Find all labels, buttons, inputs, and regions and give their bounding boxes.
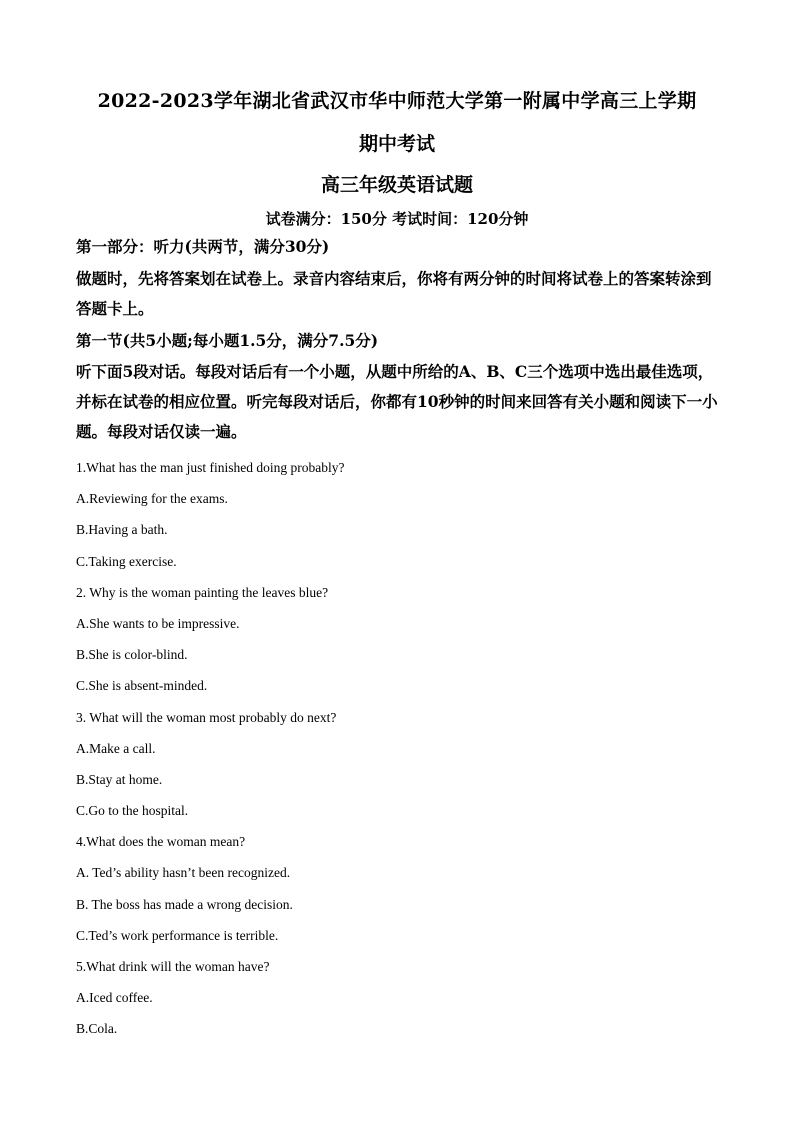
q3-option-b: B.Stay at home. <box>76 771 163 787</box>
question-1: 1.What has the man just finished doing probably? <box>76 460 345 475</box>
section1-instruction: 听下面5段对话。每段对话后有一个小题，从题中所给的A、B、C三个选项中选出最佳选项，并标在试卷的相应位置。听完每段对话后，你都有10秒钟的时间来回答有关小题和阅读下一小题。每段对话仅读一遍。 <box>76 362 718 441</box>
exam-title-line-1: 2022-2023学年湖北省武汉市华中师范大学第一附属中学高三上学期 <box>97 90 697 112</box>
q4-option-c: C.Ted’s work performance is terrible. <box>76 927 279 943</box>
q5-option-a: A.Iced coffee. <box>76 990 153 1006</box>
q4-option-b: B. The boss has made a wrong decision. <box>76 896 293 912</box>
q3-option-c: C.Go to the hospital. <box>76 803 189 819</box>
part1-instruction: 做题时，先将答案划在试卷上。录音内容结束后，你将有两分钟的时间将试卷上的答案转涂到答题卡上。 <box>76 269 712 318</box>
exam-subtitle: 高三年级英语试题 <box>320 174 473 196</box>
q2-option-c: C.She is absent-minded. <box>76 678 208 694</box>
exam-meta: 试卷满分：150分 考试时间：120分钟 <box>265 210 529 228</box>
q1-option-b: B.Having a bath. <box>76 522 168 538</box>
exam-title-line-2: 期中考试 <box>358 133 435 155</box>
question-4: 4.What does the woman mean? <box>76 834 246 850</box>
q3-option-a: A.Make a call. <box>76 740 156 756</box>
question-2: 2. Why is the woman painting the leaves blue? <box>76 584 329 600</box>
part1-heading: 第一部分：听力(共两节，满分30分) <box>76 237 330 256</box>
q2-option-a: A.She wants to be impressive. <box>76 615 240 631</box>
question-list <box>76 452 726 1045</box>
question-5: 5.What drink will the woman have? <box>76 959 270 974</box>
q2-option-b: B.She is color-blind. <box>76 647 188 663</box>
q1-option-a: A.Reviewing for the exams. <box>76 491 228 507</box>
q5-option-b: B.Cola. <box>76 1021 118 1037</box>
section1-heading: 第一节(共5小题;每小题1.5分，满分7.5分) <box>76 331 379 350</box>
q1-option-c: C.Taking exercise. <box>76 553 177 569</box>
q4-option-a: A. Ted’s ability hasn’t been recognized. <box>76 865 291 881</box>
question-3: 3. What will the woman most probably do next? <box>76 709 337 725</box>
